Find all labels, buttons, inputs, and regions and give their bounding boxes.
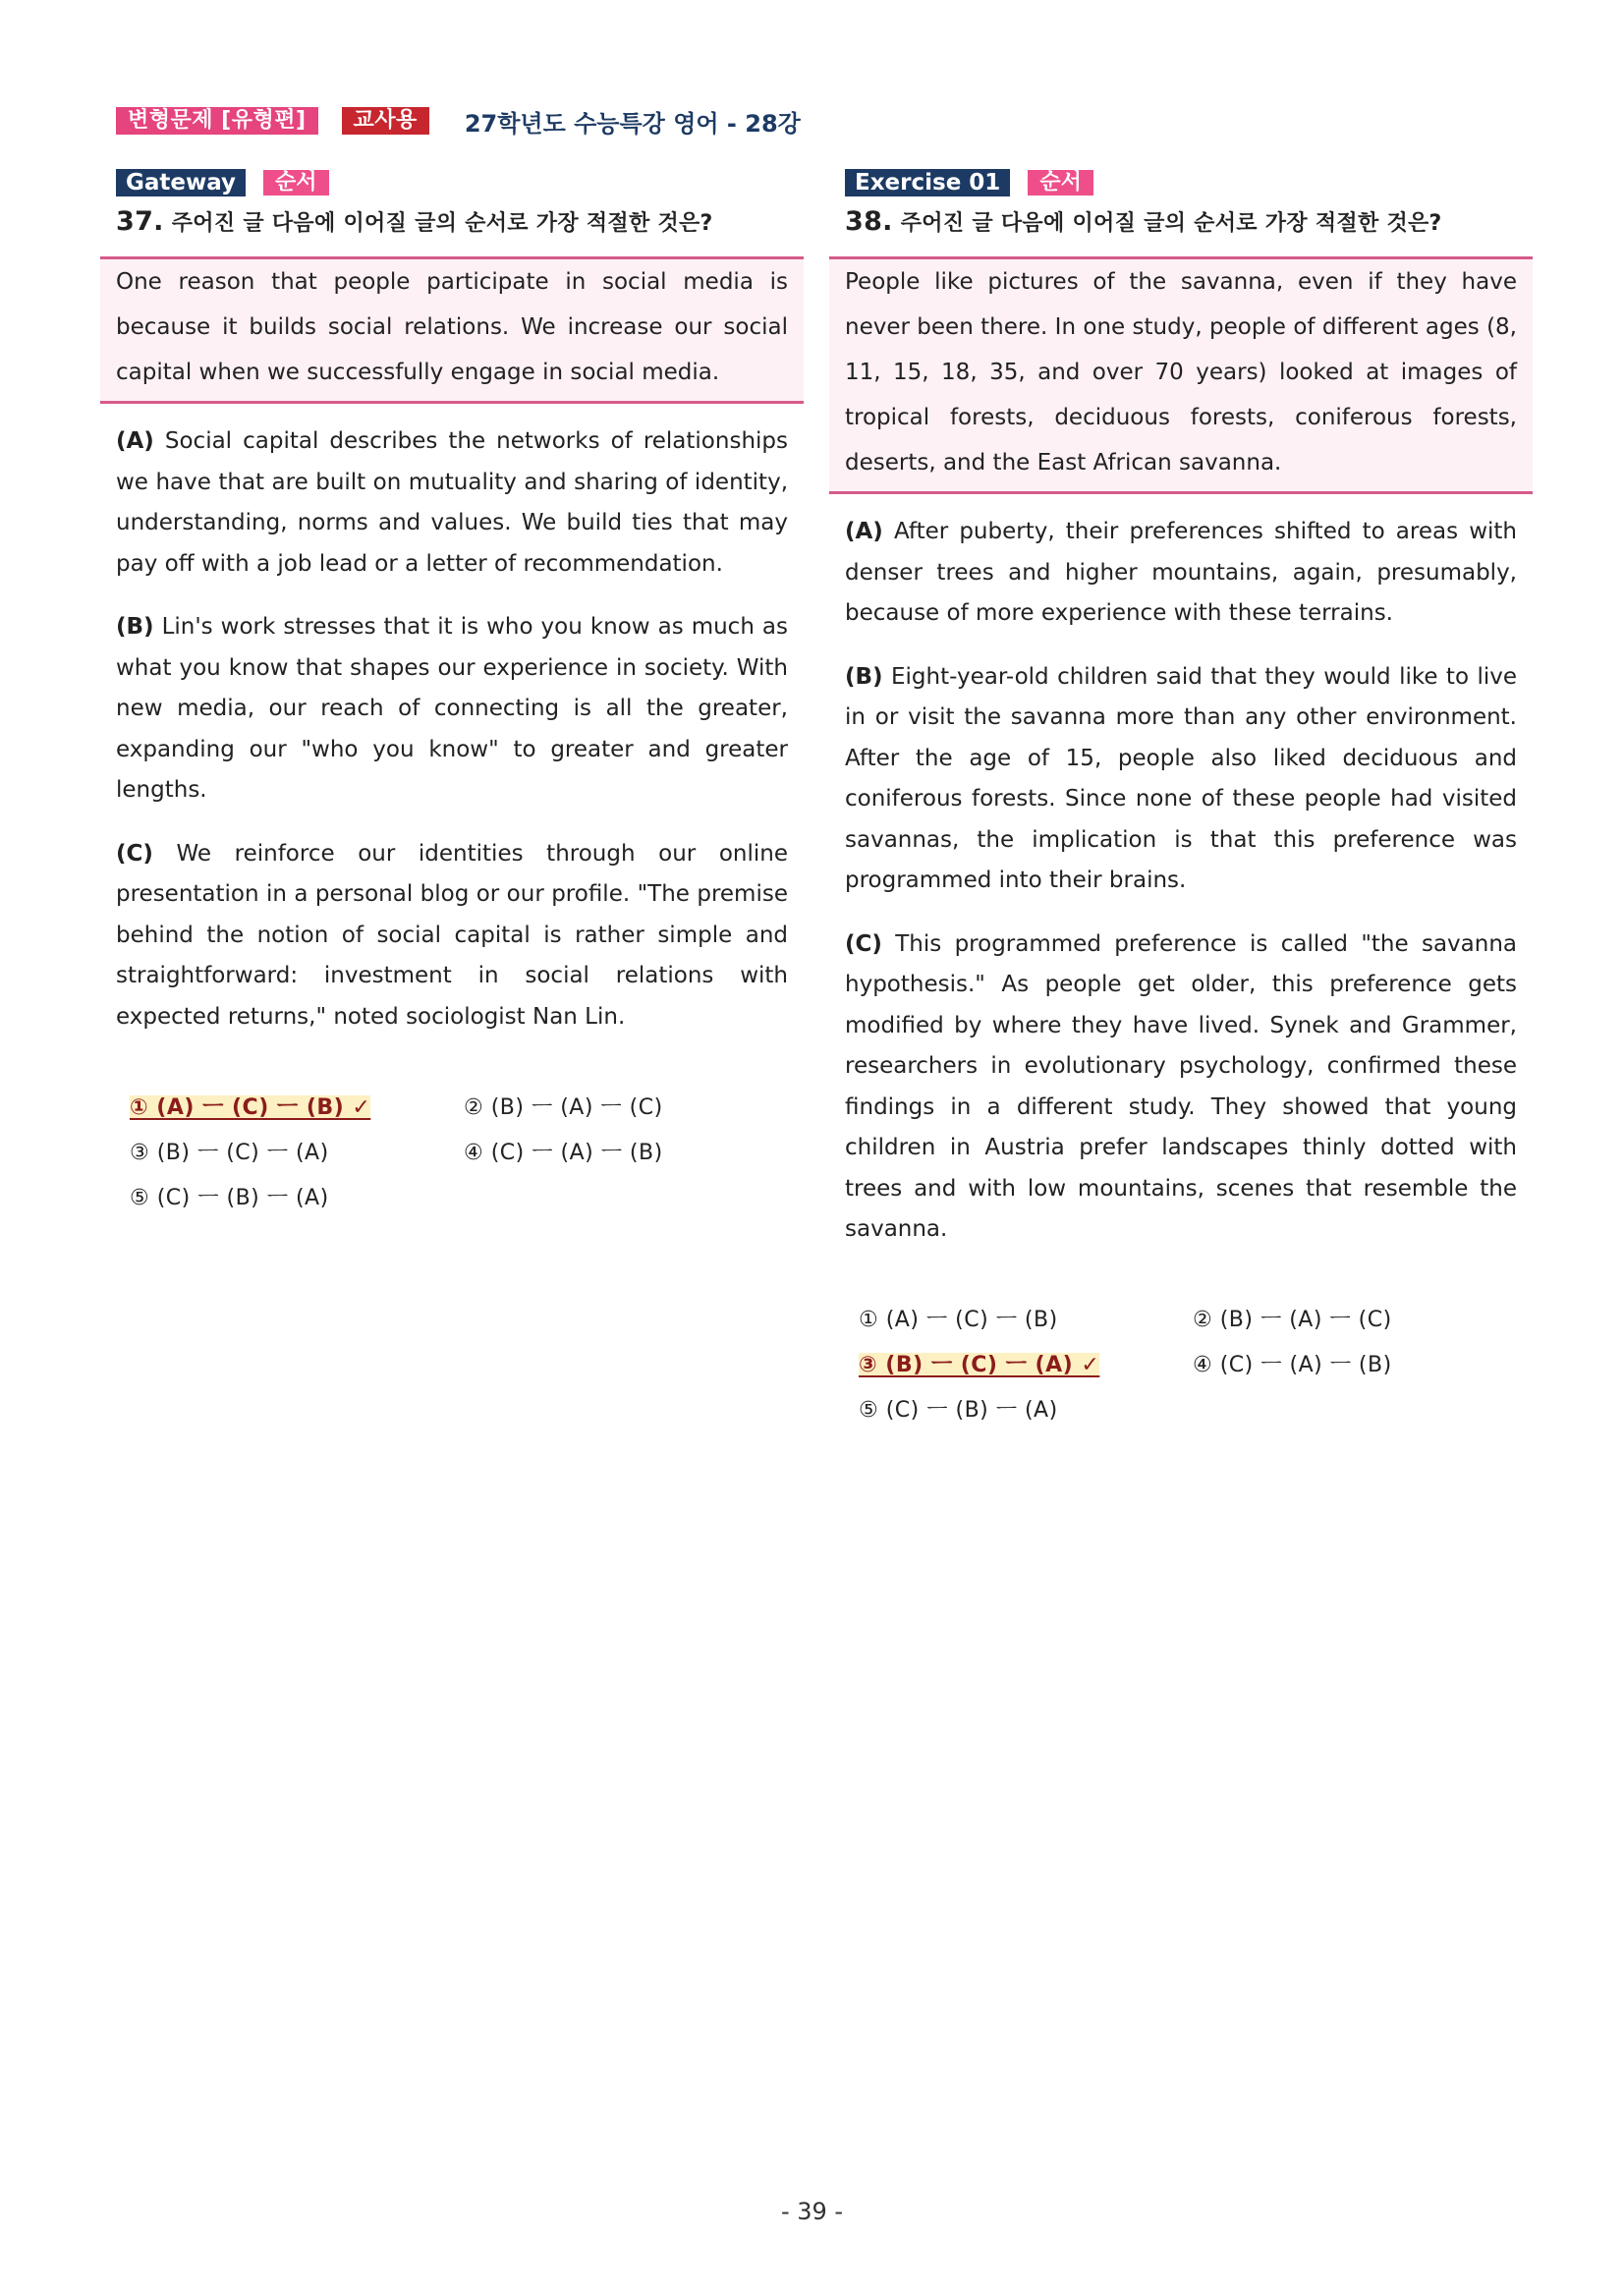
question-prompt [829, 206, 1533, 237]
worksheet-type-tag: 변형문제 [유형편] [116, 107, 318, 135]
question-text: 주어진 글 다음에 이어질 글의 순서로 가장 적절한 것은? [900, 211, 1442, 236]
choice-3[interactable]: ③ (B) ㅡ (C) ㅡ (A) ✓ [859, 1353, 1100, 1377]
given-passage: One reason that people participate in social media is because it builds social relations. We increase our social capital when we successfully engage in social media. [100, 256, 804, 404]
choice-1[interactable]: ① (A) ㅡ (C) ㅡ (B) ✓ [130, 1094, 371, 1120]
answer-choices [829, 1296, 1533, 1431]
page-header [116, 104, 801, 138]
question-38-column [829, 169, 1533, 1431]
given-passage: People like pictures of the savanna, even if they have never been there. In one study, people of different ages (8, 11, 15, 18, 35, and over 70 years) looked at images of tropical forests, deciduous forests, coniferous forests, deserts, and the East African savanna. [829, 256, 1533, 494]
paragraph-c [100, 834, 804, 1038]
paragraph-text: Lin's work stresses that it is who you know as much as what you know that shapes our experience in society. With new media, our reach of connecting is all the greater, expanding our "who you know" to greater and greater lengths. [116, 614, 788, 803]
paragraph-label: (B) [845, 663, 883, 690]
choice-1[interactable]: ① (A) ㅡ (C) ㅡ (B) [859, 1308, 1058, 1332]
question-text: 주어진 글 다음에 이어질 글의 순서로 가장 적절한 것은? [171, 211, 713, 236]
choice-2[interactable]: ② (B) ㅡ (A) ㅡ (C) [1193, 1308, 1392, 1332]
choice-3[interactable]: ③ (B) ㅡ (C) ㅡ (A) [130, 1140, 329, 1165]
paragraph-c [829, 924, 1533, 1251]
section-label-row [100, 169, 804, 196]
paragraph-label: (A) [845, 519, 883, 544]
paragraph-b [100, 607, 804, 812]
question-type-label: 순서 [1028, 170, 1093, 196]
paragraph-label: (B) [116, 614, 154, 640]
choice-5[interactable]: ⑤ (C) ㅡ (B) ㅡ (A) [859, 1398, 1058, 1423]
paragraph-label: (C) [845, 930, 882, 957]
choice-4[interactable]: ④ (C) ㅡ (A) ㅡ (B) [1193, 1353, 1392, 1377]
paragraph-a [100, 421, 804, 585]
question-number: 37. [116, 206, 164, 237]
worksheet-title: 27학년도 수능특강 영어 - 28강 [464, 109, 801, 138]
paragraph-b [829, 657, 1533, 902]
paragraph-label: (C) [116, 840, 153, 867]
choice-2[interactable]: ② (B) ㅡ (A) ㅡ (C) [464, 1094, 663, 1120]
question-37-column [100, 169, 804, 1218]
choice-4[interactable]: ④ (C) ㅡ (A) ㅡ (B) [464, 1140, 663, 1165]
section-label-row [829, 169, 1533, 196]
paragraph-text: Eight-year-old children said that they would like to live in or visit the savanna more than any other environment. After the age of 15, people also liked deciduous and coniferous forests. Since none of these people had visited savannas, the implication is that this preference was programmed into their brains. [845, 663, 1517, 893]
section-label: Exercise 01 [845, 169, 1010, 196]
choice-5[interactable]: ⑤ (C) ㅡ (B) ㅡ (A) [130, 1185, 329, 1210]
paragraph-text: Social capital describes the networks of relationships we have that are built on mutuality and sharing of identity, understanding, norms and values. We build ties that may pay off with a job lead or a letter of recommendation. [116, 428, 788, 577]
section-label: Gateway [116, 169, 246, 196]
question-prompt [100, 206, 804, 237]
paragraph-label: (A) [116, 428, 154, 454]
paragraph-text: After puberty, their preferences shifted to areas with denser trees and higher mountains, again, presumably, because of more experience with these terrains. [845, 519, 1517, 626]
page-number: - 39 - [780, 2198, 844, 2225]
teacher-edition-tag: 교사용 [342, 107, 429, 135]
paragraph-text: This programmed preference is called "the savanna hypothesis." As people get older, this preference gets modified by where they have lived. Synek and Grammer, researchers in evolutionary psychology, confirmed these findings in a different study. They showed that young children in Austria prefer landscapes thinly dotted with trees and with low mountains, scenes that resemble the savanna. [845, 930, 1518, 1242]
paragraph-a [829, 512, 1533, 635]
question-type-label: 순서 [263, 170, 329, 196]
paragraph-text: We reinforce our identities through our online presentation in a personal blog or our profile. "The premise behind the notion of social capital is rather simple and straightforward: investment in social relations with expected returns," noted sociologist Nan Lin. [116, 840, 788, 1030]
question-number: 38. [845, 206, 893, 237]
answer-choices [100, 1083, 804, 1218]
